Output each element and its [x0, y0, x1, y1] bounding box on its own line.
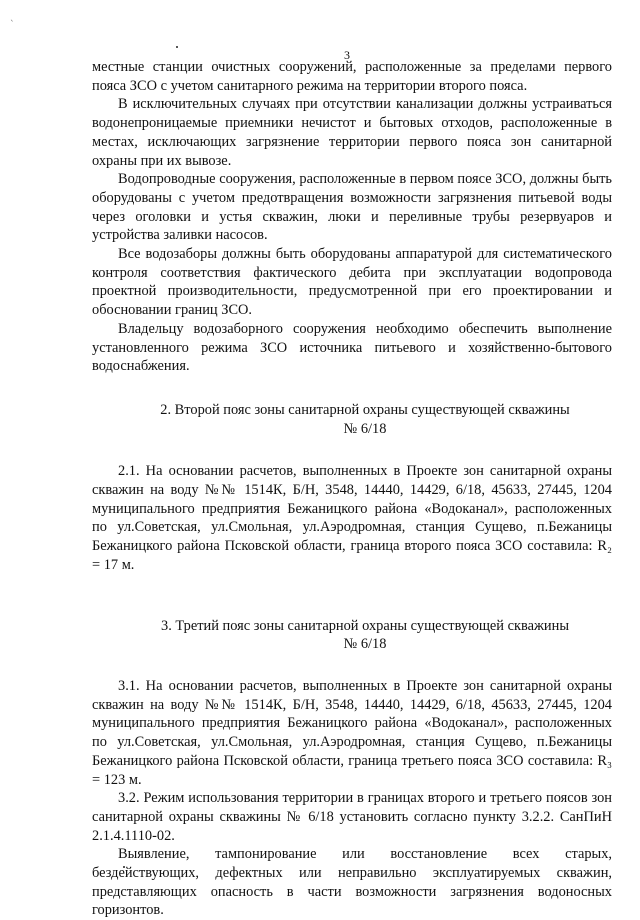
- document-body: [92, 58, 612, 920]
- section3-paragraph-3-1: 3.1. На основании расчетов, выполненных в Проекте зон санитарной охраны скважин на воду №№ 1514К, Б/Н, 3548, 14440, 14429, 6/18, 45633, 27445, 1204 муниципального предприятия Бежаницкого района «Водоканал», расположенных по ул.Советская, ул.Смольная, ул.Аэродромная, станция Сущево, п.Бежаницы Бежаницкого района Псковской области, граница третьего пояса ЗСО составила: R₃ = 123 м.: [92, 677, 612, 788]
- section3-heading-number: № 6/18: [343, 636, 387, 653]
- scan-dot: [176, 46, 178, 48]
- section3-paragraph-wells: Выявление, тампонирование или восстановление всех старых, бездействующих, дефектных или неправильно эксплуатируемых скважин, представляющих опасность в части возможности загрязнения водоносных горизонтов.: [92, 846, 612, 919]
- paragraph-continuation: местные станции очистных сооружений, расположенные за пределами первого пояса ЗСО с учетом санитарного режима на территории второго пояса.: [92, 59, 612, 94]
- page-number: 3: [344, 48, 350, 62]
- paragraph-sewage: В исключительных случаях при отсутствии канализации должны устраиваться водонепроницаемые приемники нечистот и бытовых отходов, расположенные в местах, исключающих загрязнение территории первого пояса зон санитарной охраны при их вывозе.: [92, 96, 612, 169]
- section3-heading: 3. Третий пояс зоны санитарной охраны существующей скважины: [161, 617, 569, 634]
- section3-paragraph-3-2: 3.2. Режим использования территории в границах второго и третьего поясов зон санитарной охраны скважины № 6/18 установить согласно пункту 3.2.2. СанПиН 2.1.4.1110-02.: [92, 790, 612, 844]
- paragraph-water-structures: Водопроводные сооружения, расположенные в первом поясе ЗСО, должны быть оборудованы с учетом предотвращения возможности загрязнения питьевой воды через оголовки и устья скважин, люки и переливные трубы резервуаров и устройства заливки насосов.: [92, 171, 612, 244]
- section2-heading: 2. Второй пояс зоны санитарной охраны существующей скважины: [160, 401, 570, 418]
- section2-paragraph-2-1: 2.1. На основании расчетов, выполненных в Проекте зон санитарной охраны скважин на воду №№ 1514К, Б/Н, 3548, 14440, 14429, 6/18, 45633, 27445, 1204 муниципального предприятия Бежаницкого района «Водоканал», расположенных по ул.Советская, ул.Смольная, ул.Аэродромная, станция Сущево, п.Бежаницы Бежаницкого района Псковской области, граница второго пояса ЗСО составила: R₂ = 17 м.: [92, 463, 612, 573]
- paragraph-intakes: Все водозаборы должны быть оборудованы аппаратурой для систематического контроля соответствия фактического дебита при эксплуатации водопровода проектной производительности, предусмотренной при его проектировании и обосновании границ ЗСО.: [92, 246, 612, 319]
- section2-heading-number: № 6/18: [343, 420, 387, 437]
- scan-artifact-mark: `: [10, 20, 15, 30]
- paragraph-owner: Владельцу водозаборного сооружения необходимо обеспечить выполнение установленного режима ЗСО источника питьевого и хозяйственно-бытового водоснабжения.: [92, 320, 612, 375]
